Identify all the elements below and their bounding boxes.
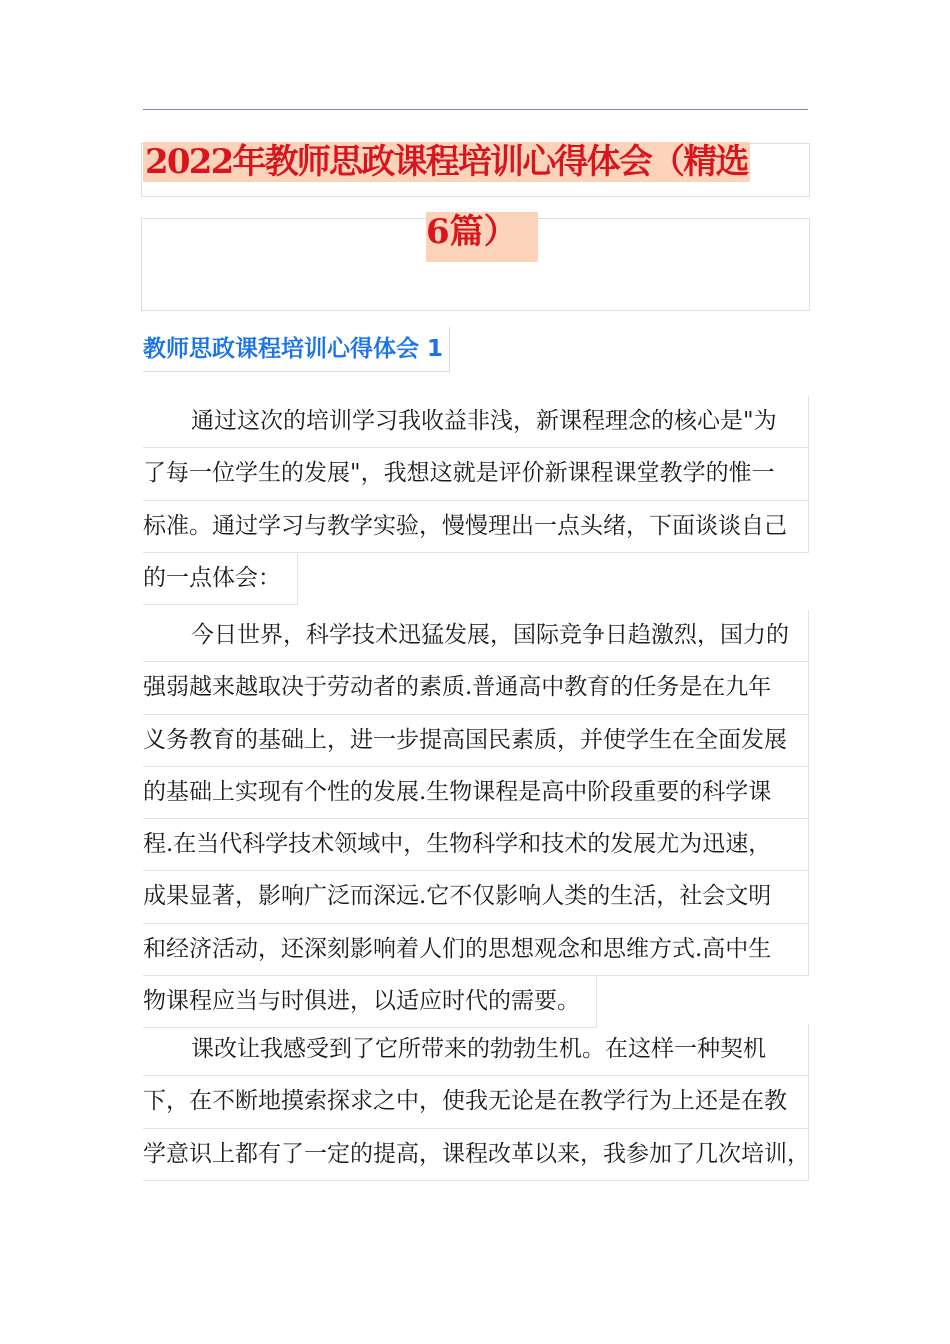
paragraph-line: 程.在当代科学技术领域中，生物科学和技术的发展尤为迅速， [143,819,809,871]
paragraph-line: 的一点体会： [143,553,298,605]
paragraph-line: 通过这次的培训学习我收益非浅，新课程理念的核心是"为 [143,396,809,448]
paragraph-line: 的基础上实现有个性的发展.生物课程是高中阶段重要的科学课 [143,767,809,819]
paragraph-line: 了每一位学生的发展"，我想这就是评价新课程课堂教学的惟一 [143,448,809,500]
paragraph-line: 强弱越来越取决于劳动者的素质.普通高中教育的任务是在九年 [143,662,809,714]
document-title-line-1 [143,138,750,186]
paragraph-line: 物课程应当与时俱进，以适应时代的需要。 [143,976,597,1028]
section-heading: 教师思政课程培训心得体会 1 [143,327,450,372]
paragraph-line: 成果显著，影响广泛而深远.它不仅影响人类的生活，社会文明 [143,871,809,923]
paragraph-line: 学意识上都有了一定的提高，课程改革以来，我参加了几次培训， [143,1129,809,1181]
paragraph-line: 课改让我感受到了它所带来的勃勃生机。在这样一种契机 [143,1024,809,1076]
paragraph-1 [143,396,809,605]
paragraph-line: 今日世界，科学技术迅猛发展，国际竞争日趋激烈，国力的 [143,610,809,662]
paragraph-line: 和经济活动，还深刻影响着人们的思想观念和思维方式.高中生 [143,924,809,976]
title-text-2: 6篇） [426,212,538,262]
paragraph-line: 下，在不断地摸索探求之中，使我无论是在教学行为上还是在教 [143,1076,809,1128]
paragraph-line: 标准。通过学习与教学实验，慢慢理出一点头绪，下面谈谈自己 [143,501,809,553]
header-rule [143,109,808,110]
paragraph-line: 义务教育的基础上，进一步提高国民素质，并使学生在全面发展 [143,715,809,767]
paragraph-3 [143,1024,809,1181]
paragraph-2 [143,610,809,1028]
document-title-line-2 [426,208,538,256]
title-text-1: 2022年教师思政课程培训心得体会（精选 [145,142,748,182]
